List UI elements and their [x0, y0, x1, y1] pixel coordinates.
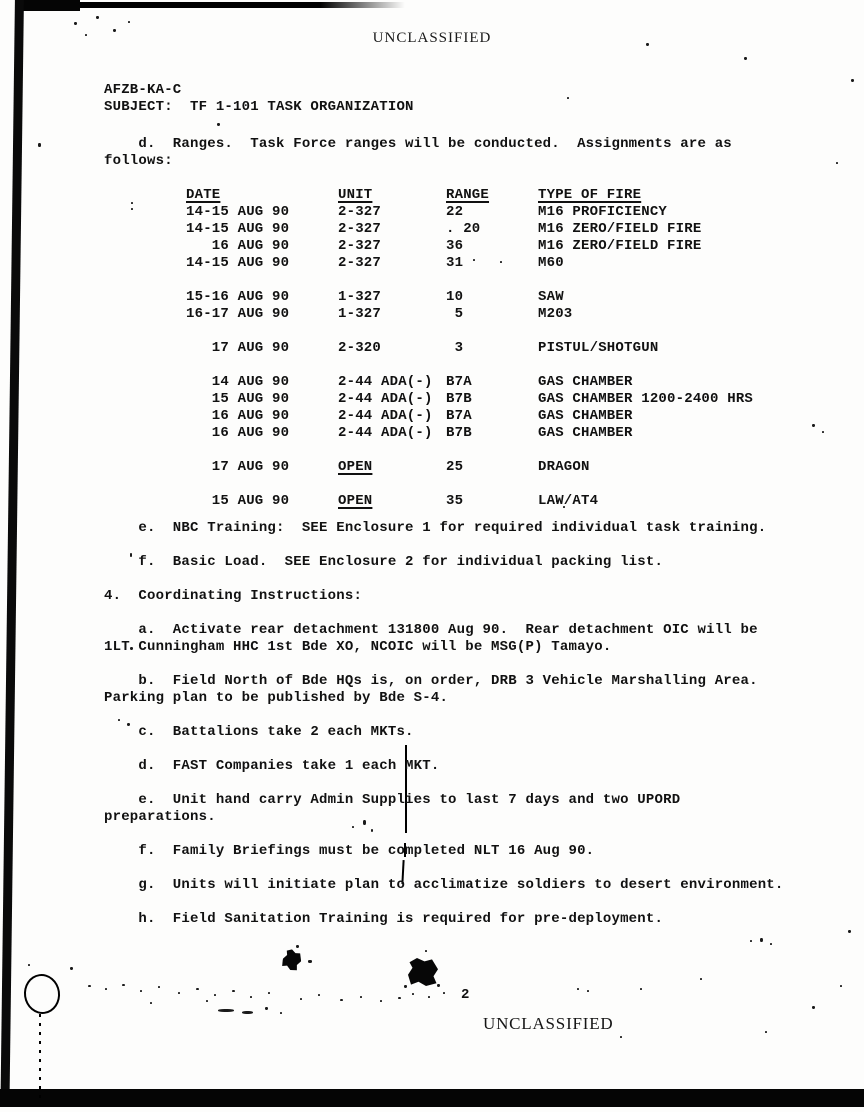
text-line: g. Units will initiate plan to acclimatize soldiers to desert environment.	[104, 877, 784, 893]
table-cell: LAW/AT4	[538, 493, 599, 509]
table-row	[186, 289, 864, 306]
table-cell: 2-327	[338, 221, 382, 237]
scan-speck	[300, 998, 302, 1000]
table-cell: 10	[446, 289, 464, 305]
scan-edge-bottom	[0, 1089, 864, 1107]
table-cell: 16 AUG 90	[186, 238, 290, 254]
table-cell: 25	[446, 459, 464, 475]
table-cell: 2-320	[338, 340, 382, 356]
scan-speck	[340, 999, 343, 1001]
table-cell: 2-327	[338, 255, 382, 271]
table-row	[186, 255, 864, 272]
table-cell: 17 AUG 90	[186, 459, 290, 475]
hole-punch-dotted-line	[39, 1014, 41, 1102]
scan-speck	[196, 988, 199, 990]
text-line: 1LT Cunningham HHC 1st Bde XO, NCOIC will be MSG(P) Tamayo.	[104, 639, 612, 655]
scan-speck	[70, 967, 73, 970]
paragraph	[104, 724, 864, 741]
table-cell: M60	[538, 255, 564, 271]
hole-punch-mark	[21, 972, 62, 1017]
scan-speck	[360, 996, 362, 998]
subject-line: SUBJECT: TF 1-101 TASK ORGANIZATION	[104, 99, 414, 115]
table-row-group	[186, 493, 864, 510]
table-row	[186, 238, 864, 255]
scan-speck	[587, 990, 589, 992]
office-symbol: AFZB-KA-C	[104, 82, 182, 98]
table-cell: 2-44 ADA(-)	[338, 408, 433, 424]
scan-speck	[206, 1000, 208, 1002]
table-row	[186, 459, 864, 476]
table-cell: 2-44 ADA(-)	[338, 425, 433, 441]
range-assignments-table	[186, 187, 864, 510]
scan-speck	[140, 990, 142, 992]
scan-speck	[700, 978, 702, 980]
table-cell: 36	[446, 238, 464, 254]
paragraph	[104, 792, 864, 826]
paragraph	[104, 554, 864, 571]
table-cell: B7A	[446, 374, 472, 390]
table-cell: GAS CHAMBER	[538, 374, 633, 390]
scan-speck	[232, 990, 235, 992]
table-cell: 1-327	[338, 306, 382, 322]
text-line: Parking plan to be published by Bde S-4.	[104, 690, 449, 706]
text-line: c. Battalions take 2 each MKTs.	[104, 724, 414, 740]
table-cell: 31	[446, 255, 464, 271]
paragraph	[104, 758, 864, 775]
text-line: f. Basic Load. SEE Enclosure 2 for individual packing list.	[104, 554, 664, 570]
table-cell: 2-44 ADA(-)	[338, 374, 433, 390]
table-cell: M203	[538, 306, 573, 322]
table-cell: 14-15 AUG 90	[186, 255, 290, 271]
scan-speck	[158, 986, 160, 988]
table-cell: B7B	[446, 391, 472, 407]
table-cell: 35	[446, 493, 464, 509]
scan-speck	[218, 1009, 234, 1012]
table-cell: 14-15 AUG 90	[186, 204, 290, 220]
paragraph-ranges-intro	[104, 136, 864, 170]
table-cell: PISTUL/SHOTGUN	[538, 340, 659, 356]
scan-speck	[28, 964, 30, 966]
table-cell: 16-17 AUG 90	[186, 306, 290, 322]
table-cell: TYPE OF FIRE	[538, 187, 642, 203]
table-cell: OPEN	[338, 493, 373, 509]
scan-speck	[437, 984, 440, 987]
scan-speck	[380, 1000, 382, 1002]
table-cell: 16 AUG 90	[186, 425, 290, 441]
table-cell: 22	[446, 204, 464, 220]
classification-banner-top: UNCLASSIFIED	[372, 30, 492, 46]
table-cell: 15 AUG 90	[186, 391, 290, 407]
table-cell: 2-44 ADA(-)	[338, 391, 433, 407]
scan-speck	[150, 1002, 152, 1004]
table-cell: 2-327	[338, 204, 382, 220]
table-row	[186, 221, 864, 238]
table-row-group	[186, 204, 864, 272]
scan-speck	[577, 988, 579, 990]
scan-speck	[412, 993, 414, 995]
table-cell: UNIT	[338, 187, 373, 203]
text-line: b. Field North of Bde HQs is, on order, DRB 3 Vehicle Marshalling Area.	[104, 673, 758, 689]
text-line: f. Family Briefings must be completed NLT 16 Aug 90.	[104, 843, 595, 859]
scan-speck	[250, 996, 252, 998]
scan-speck	[428, 996, 430, 998]
page-number: 2	[461, 987, 470, 1003]
text-line: e. Unit hand carry Admin Supplies to last 7 days and two UPORD	[104, 792, 681, 808]
table-cell: 14 AUG 90	[186, 374, 290, 390]
scan-speck	[105, 988, 107, 990]
classification-banner-bottom: UNCLASSIFIED	[483, 1014, 614, 1033]
table-cell: 15 AUG 90	[186, 493, 290, 509]
table-cell: GAS CHAMBER 1200-2400 HRS	[538, 391, 754, 407]
table-cell: DATE	[186, 187, 221, 203]
table-cell: 5	[446, 306, 464, 322]
ink-blot	[280, 948, 304, 973]
table-cell: B7B	[446, 425, 472, 441]
text-line: d. FAST Companies take 1 each MKT.	[104, 758, 440, 774]
table-row	[186, 374, 864, 391]
table-cell: . 20	[446, 221, 481, 237]
scan-speck	[214, 994, 216, 996]
paragraph	[104, 843, 864, 860]
text-line: a. Activate rear detachment 131800 Aug 90. Rear detachment OIC will be	[104, 622, 758, 638]
text-line: e. NBC Training: SEE Enclosure 1 for required individual task training.	[104, 520, 767, 536]
table-cell: 16 AUG 90	[186, 408, 290, 424]
scan-speck	[404, 985, 407, 988]
table-row-group	[186, 289, 864, 323]
scan-speck	[280, 1012, 282, 1014]
scan-speck	[296, 945, 299, 948]
table-row	[186, 493, 864, 510]
table-cell: DRAGON	[538, 459, 590, 475]
paragraph	[104, 622, 864, 656]
text-line: h. Field Sanitation Training is required for pre-deployment.	[104, 911, 664, 927]
table-row	[186, 306, 864, 323]
paragraph	[104, 520, 864, 537]
table-row	[186, 425, 864, 442]
scan-speck	[265, 1007, 268, 1010]
table-row-group	[186, 374, 864, 442]
table-row	[186, 408, 864, 425]
table-row	[186, 391, 864, 408]
scan-speck	[425, 950, 427, 952]
scan-speck	[268, 992, 270, 994]
scan-speck	[640, 988, 642, 990]
scan-speck	[812, 1006, 815, 1009]
table-row	[186, 204, 864, 221]
table-cell: 15-16 AUG 90	[186, 289, 290, 305]
scan-speck	[178, 992, 180, 994]
table-cell: RANGE	[446, 187, 490, 203]
table-cell: 14-15 AUG 90	[186, 221, 290, 237]
table-cell: 2-327	[338, 238, 382, 254]
table-row-group	[186, 459, 864, 476]
table-cell: OPEN	[338, 459, 373, 475]
scan-speck	[398, 997, 401, 999]
table-cell: SAW	[538, 289, 564, 305]
table-cell: 17 AUG 90	[186, 340, 290, 356]
table-row-group	[186, 340, 864, 357]
table-row	[186, 340, 864, 357]
scan-speck	[760, 938, 763, 942]
ink-blot	[408, 958, 438, 986]
paragraph	[104, 877, 864, 894]
paragraph	[104, 588, 864, 605]
paragraph	[104, 911, 864, 928]
text-line: follows:	[104, 153, 173, 169]
scan-speck	[318, 994, 320, 996]
scan-speck	[308, 960, 312, 963]
table-cell: GAS CHAMBER	[538, 425, 633, 441]
paragraph	[104, 673, 864, 707]
table-cell: 1-327	[338, 289, 382, 305]
scan-speck	[620, 1036, 622, 1038]
scan-speck	[122, 984, 125, 986]
scan-speck	[443, 992, 445, 994]
text-line: 4. Coordinating Instructions:	[104, 588, 363, 604]
scan-speck	[765, 1031, 767, 1033]
scan-speck	[848, 930, 851, 933]
scan-speck	[242, 1011, 253, 1014]
table-cell: M16 ZERO/FIELD FIRE	[538, 221, 702, 237]
scan-speck	[750, 940, 752, 942]
table-cell: GAS CHAMBER	[538, 408, 633, 424]
scan-speck	[88, 985, 91, 987]
table-cell: M16 ZERO/FIELD FIRE	[538, 238, 702, 254]
table-header-row	[186, 187, 864, 204]
scan-speck	[840, 985, 842, 987]
table-cell: M16 PROFICIENCY	[538, 204, 668, 220]
text-line: preparations.	[104, 809, 216, 825]
coordinating-instructions	[104, 520, 864, 928]
table-cell: B7A	[446, 408, 472, 424]
table-cell: 3	[446, 340, 464, 356]
scan-speck	[770, 943, 772, 945]
text-line: d. Ranges. Task Force ranges will be conducted. Assignments are as	[104, 136, 732, 152]
